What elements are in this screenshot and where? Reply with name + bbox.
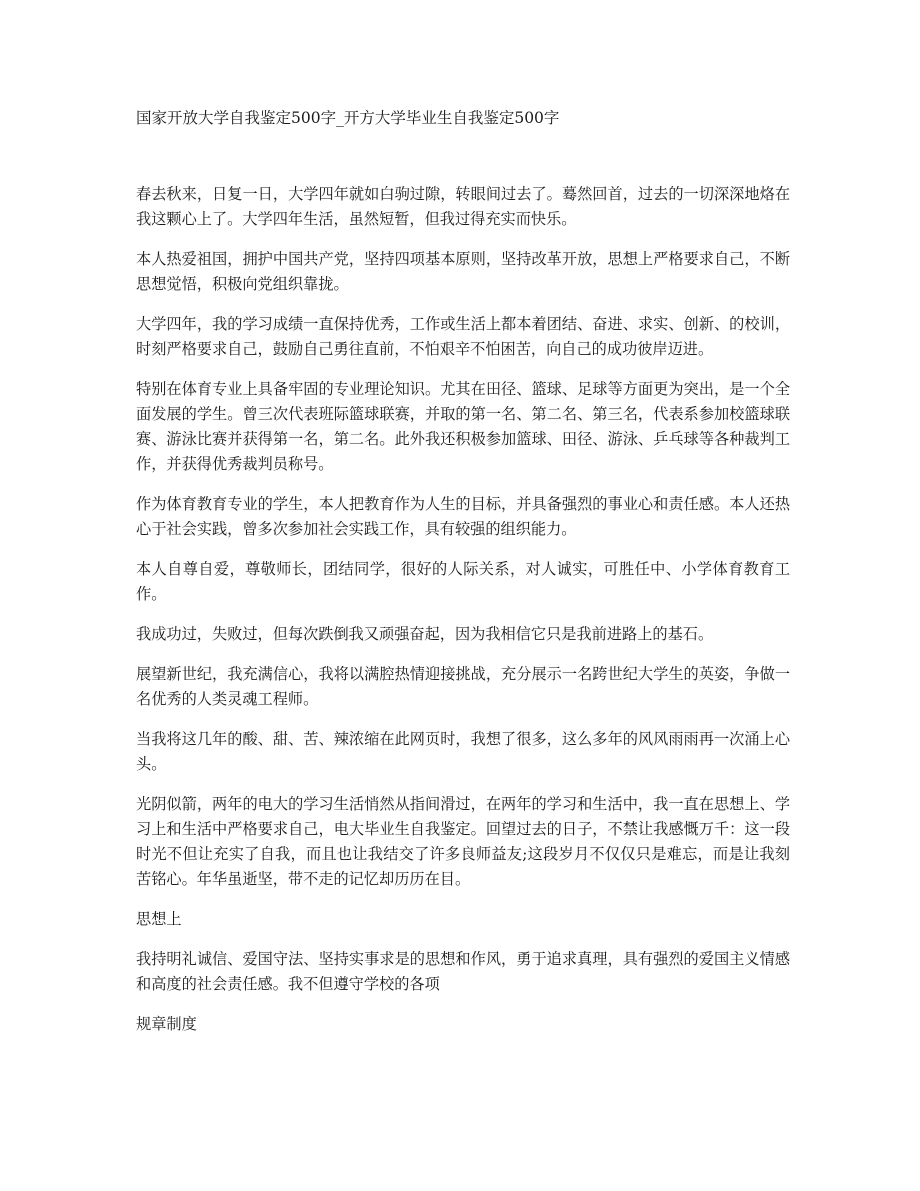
paragraph: 光阴似箭，两年的电大的学习生活悄然从指间滑过，在两年的学习和生活中，我一直在思想上、学习上和生活中严格要求自己，电大毕业生自我鉴定。回望过去的日子，不禁让我感慨万千：这一段时光不但让充实了自我，而且也让我结交了许多良师益友;这段岁月不仅仅只是难忘，而是让我刻苦铭心。年华虽逝坚，带不走的记忆却历历在目。 (136, 795, 790, 888)
section-heading-thought: 思想上 (136, 910, 182, 928)
paragraph: 当我将这几年的酸、甜、苦、辣浓缩在此网页时，我想了很多，这么多年的风风雨雨再一次涌上心头。 (136, 730, 790, 773)
paragraph: 我持明礼诚信、爱国守法、坚持实事求是的思想和作风，勇于追求真理，具有强烈的爱国主义情感和高度的社会责任感。我不但遵守学校的各项 (136, 950, 790, 993)
document-body (136, 182, 790, 1052)
paragraph: 特别在体育专业上具备牢固的专业理论知识。尤其在田径、篮球、足球等方面更为突出，是一个全面发展的学生。曾三次代表班际篮球联赛，并取的第一名、第二名、第三名，代表系参加校篮球联赛、游泳比赛并获得第一名，第二名。此外我还积极参加篮球、田径、游泳、乒乓球等各种裁判工作，并获得优秀裁判员称号。 (136, 380, 790, 473)
paragraph: 大学四年，我的学习成绩一直保持优秀，工作或生活上都本着团结、奋进、求实、创新、的校训，时刻严格要求自己，鼓励自己勇往直前，不怕艰辛不怕困苦，向自己的成功彼岸迈进。 (136, 315, 790, 358)
paragraph: 展望新世纪，我充满信心，我将以满腔热情迎接挑战，充分展示一名跨世纪大学生的英姿，争做一名优秀的人类灵魂工程师。 (136, 665, 790, 708)
paragraph: 我成功过，失败过，但每次跌倒我又顽强奋起，因为我相信它只是我前进路上的基石。 (136, 625, 714, 643)
paragraph: 春去秋来，日复一日，大学四年就如白驹过隙，转眼间过去了。蓦然回首，过去的一切深深地烙在我这颗心上了。大学四年生活，虽然短暂，但我过得充实而快乐。 (136, 185, 790, 228)
paragraph: 本人热爱祖国，拥护中国共产党，坚持四项基本原则，坚持改革开放，思想上严格要求自己，不断思想觉悟，积极向党组织靠拢。 (136, 250, 790, 293)
paragraph: 规章制度 (136, 1015, 197, 1033)
paragraph: 作为体育教育专业的学生，本人把教育作为人生的目标，并具备强烈的事业心和责任感。本人还热心于社会实践，曾多次参加社会实践工作，具有较强的组织能力。 (136, 495, 790, 538)
document-title: 国家开放大学自我鉴定500字_开方大学毕业生自我鉴定500字 (136, 109, 560, 127)
paragraph: 本人自尊自爱，尊敬师长，团结同学，很好的人际关系，对人诚实，可胜任中、小学体育教育工作。 (136, 560, 790, 603)
